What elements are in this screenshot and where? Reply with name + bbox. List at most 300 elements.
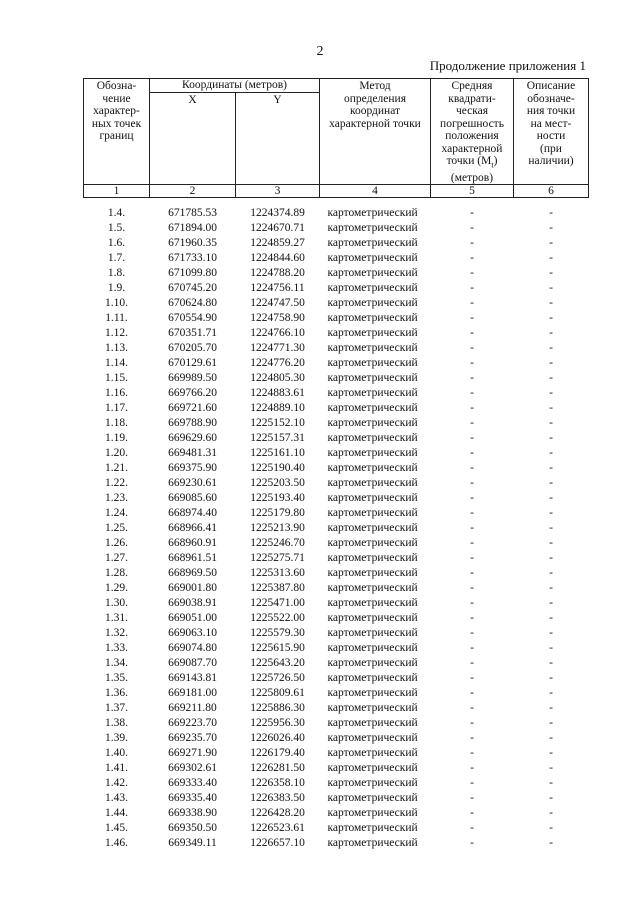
cell-point: 1.44. bbox=[105, 807, 128, 820]
cell-x: 671785.53 bbox=[168, 207, 217, 220]
table-row bbox=[84, 761, 589, 776]
cell-method: картометрический bbox=[327, 522, 418, 535]
cell-error: - bbox=[470, 207, 474, 220]
cell-point: 1.4. bbox=[107, 207, 126, 220]
cell-y: 1225956.30 bbox=[250, 717, 305, 730]
cell-point: 1.28. bbox=[105, 567, 128, 580]
cell-x: 670129.61 bbox=[168, 357, 217, 370]
cell-x: 669063.10 bbox=[168, 627, 217, 640]
cell-method: картометрический bbox=[327, 222, 418, 235]
cell-point: 1.46. bbox=[105, 837, 128, 850]
table-row bbox=[84, 401, 589, 416]
table-row bbox=[84, 731, 589, 746]
cell-point: 1.16. bbox=[105, 387, 128, 400]
cell-x: 669338.90 bbox=[168, 807, 217, 820]
cell-x: 669223.70 bbox=[168, 717, 217, 730]
cell-y: 1225615.90 bbox=[250, 642, 305, 655]
cell-desc: - bbox=[549, 567, 553, 580]
cell-x: 670745.20 bbox=[168, 282, 217, 295]
cell-point: 1.10. bbox=[105, 297, 128, 310]
cell-error: - bbox=[470, 492, 474, 505]
cell-desc: - bbox=[549, 702, 553, 715]
cell-y: 1225471.00 bbox=[250, 597, 305, 610]
cell-method: картометрический bbox=[327, 612, 418, 625]
cell-desc: - bbox=[549, 777, 553, 790]
cell-y: 1224889.10 bbox=[250, 402, 305, 415]
cell-point: 1.35. bbox=[105, 672, 128, 685]
cell-method: картометрический bbox=[327, 387, 418, 400]
cell-desc: - bbox=[549, 672, 553, 685]
page-number: 2 bbox=[316, 44, 324, 59]
table-row bbox=[84, 506, 589, 521]
cell-error: - bbox=[470, 462, 474, 475]
cell-desc: - bbox=[549, 792, 553, 805]
cell-x: 669629.60 bbox=[168, 432, 217, 445]
cell-point: 1.29. bbox=[105, 582, 128, 595]
cell-method: картометрический bbox=[327, 327, 418, 340]
cell-method: картометрический bbox=[327, 567, 418, 580]
cell-y: 1224756.11 bbox=[250, 282, 305, 295]
cell-point: 1.41. bbox=[105, 762, 128, 775]
cell-error: - bbox=[470, 327, 474, 340]
cell-y: 1226026.40 bbox=[250, 732, 305, 745]
cell-x: 671099.80 bbox=[168, 267, 217, 280]
cell-x: 668961.51 bbox=[168, 552, 217, 565]
cell-x: 669087.70 bbox=[168, 657, 217, 670]
cell-desc: - bbox=[549, 657, 553, 670]
cell-desc: - bbox=[549, 477, 553, 490]
cell-x: 669085.60 bbox=[168, 492, 217, 505]
cell-point: 1.30. bbox=[105, 597, 128, 610]
table-row bbox=[84, 431, 589, 446]
cell-error: - bbox=[470, 597, 474, 610]
table-row bbox=[84, 341, 589, 356]
cell-error: - bbox=[470, 702, 474, 715]
cell-desc: - bbox=[549, 222, 553, 235]
cell-y: 1226281.50 bbox=[250, 762, 305, 775]
cell-method: картометрический bbox=[327, 252, 418, 265]
cell-error: - bbox=[470, 672, 474, 685]
cell-x: 669335.40 bbox=[168, 792, 217, 805]
cell-y: 1224771.30 bbox=[250, 342, 305, 355]
cell-y: 1225886.30 bbox=[250, 702, 305, 715]
cell-y: 1224758.90 bbox=[250, 312, 305, 325]
cell-point: 1.12. bbox=[105, 327, 128, 340]
table-row bbox=[84, 536, 589, 551]
cell-desc: - bbox=[549, 387, 553, 400]
table-row bbox=[84, 371, 589, 386]
table-row bbox=[84, 551, 589, 566]
cell-point: 1.19. bbox=[105, 432, 128, 445]
cell-method: картометрический bbox=[327, 837, 418, 850]
cell-method: картометрический bbox=[327, 342, 418, 355]
cell-method: картометрический bbox=[327, 657, 418, 670]
cell-y: 1226383.50 bbox=[250, 792, 305, 805]
cell-desc: - bbox=[549, 642, 553, 655]
cell-desc: - bbox=[549, 582, 553, 595]
cell-error: - bbox=[470, 822, 474, 835]
cell-desc: - bbox=[549, 342, 553, 355]
cell-x: 669001.80 bbox=[168, 582, 217, 595]
cell-desc: - bbox=[549, 432, 553, 445]
cell-x: 669143.81 bbox=[168, 672, 217, 685]
cell-error: - bbox=[470, 267, 474, 280]
cell-method: картометрический bbox=[327, 312, 418, 325]
cell-y: 1225726.50 bbox=[250, 672, 305, 685]
cell-error: - bbox=[470, 657, 474, 670]
cell-error: - bbox=[470, 477, 474, 490]
cell-method: картометрический bbox=[327, 687, 418, 700]
cell-error: - bbox=[470, 372, 474, 385]
cell-x: 669788.90 bbox=[168, 417, 217, 430]
cell-method: картометрический bbox=[327, 747, 418, 760]
table-row bbox=[84, 491, 589, 506]
cell-x: 669333.40 bbox=[168, 777, 217, 790]
table-row bbox=[84, 746, 589, 761]
cell-desc: - bbox=[549, 507, 553, 520]
cell-method: картометрический bbox=[327, 537, 418, 550]
cell-method: картометрический bbox=[327, 507, 418, 520]
cell-point: 1.11. bbox=[105, 312, 128, 325]
table-row bbox=[84, 326, 589, 341]
cell-method: картометрический bbox=[327, 702, 418, 715]
table-row bbox=[84, 776, 589, 791]
cell-x: 669235.70 bbox=[168, 732, 217, 745]
cell-y: 1224883.61 bbox=[250, 387, 305, 400]
cell-error: - bbox=[470, 342, 474, 355]
cell-method: картометрический bbox=[327, 432, 418, 445]
cell-y: 1226179.40 bbox=[250, 747, 305, 760]
cell-point: 1.40. bbox=[105, 747, 128, 760]
cell-desc: - bbox=[549, 207, 553, 220]
cell-desc: - bbox=[549, 597, 553, 610]
cell-y: 1224859.27 bbox=[250, 237, 305, 250]
cell-point: 1.32. bbox=[105, 627, 128, 640]
table-row bbox=[84, 446, 589, 461]
cell-error: - bbox=[470, 582, 474, 595]
cell-error: - bbox=[470, 312, 474, 325]
cell-y: 1225522.00 bbox=[250, 612, 305, 625]
cell-x: 669375.90 bbox=[168, 462, 217, 475]
cell-x: 669074.80 bbox=[168, 642, 217, 655]
cell-error: - bbox=[470, 537, 474, 550]
cell-y: 1225809.61 bbox=[250, 687, 305, 700]
cell-method: картометрический bbox=[327, 402, 418, 415]
cell-error: - bbox=[470, 402, 474, 415]
table-row bbox=[84, 356, 589, 371]
cell-desc: - bbox=[549, 267, 553, 280]
cell-y: 1225313.60 bbox=[250, 567, 305, 580]
cell-y: 1225152.10 bbox=[250, 417, 305, 430]
cell-y: 1225193.40 bbox=[250, 492, 305, 505]
cell-desc: - bbox=[549, 327, 553, 340]
cell-method: картометрический bbox=[327, 372, 418, 385]
cell-method: картометрический bbox=[327, 462, 418, 475]
cell-point: 1.24. bbox=[105, 507, 128, 520]
cell-desc: - bbox=[549, 747, 553, 760]
cell-point: 1.26. bbox=[105, 537, 128, 550]
table-row bbox=[84, 221, 589, 236]
cell-desc: - bbox=[549, 252, 553, 265]
cell-point: 1.6. bbox=[107, 237, 126, 250]
cell-method: картометрический bbox=[327, 672, 418, 685]
cell-method: картометрический bbox=[327, 732, 418, 745]
cell-error: - bbox=[470, 687, 474, 700]
cell-error: - bbox=[470, 417, 474, 430]
cell-y: 1225246.70 bbox=[250, 537, 305, 550]
table-row bbox=[84, 296, 589, 311]
table-row bbox=[84, 566, 589, 581]
cell-error: - bbox=[470, 642, 474, 655]
cell-error: - bbox=[470, 552, 474, 565]
table-row bbox=[84, 581, 589, 596]
header-num-3: 3 bbox=[236, 185, 320, 198]
table-row bbox=[84, 461, 589, 476]
cell-x: 669051.00 bbox=[168, 612, 217, 625]
cell-x: 669230.61 bbox=[168, 477, 217, 490]
cell-y: 1225643.20 bbox=[250, 657, 305, 670]
table-row bbox=[84, 611, 589, 626]
cell-y: 1225203.50 bbox=[250, 477, 305, 490]
cell-point: 1.9. bbox=[107, 282, 126, 295]
cell-y: 1226358.10 bbox=[250, 777, 305, 790]
cell-point: 1.21. bbox=[105, 462, 128, 475]
cell-method: картометрический bbox=[327, 552, 418, 565]
table-body bbox=[84, 198, 589, 852]
header-coords: Координаты (метров) bbox=[150, 79, 320, 94]
cell-y: 1224844.60 bbox=[250, 252, 305, 265]
cell-desc: - bbox=[549, 297, 553, 310]
cell-y: 1226657.10 bbox=[250, 837, 305, 850]
cell-error: - bbox=[470, 762, 474, 775]
cell-error: - bbox=[470, 732, 474, 745]
table-row bbox=[84, 251, 589, 266]
cell-x: 669766.20 bbox=[168, 387, 217, 400]
table-row bbox=[84, 821, 589, 836]
cell-point: 1.17. bbox=[105, 402, 128, 415]
cell-error: - bbox=[470, 567, 474, 580]
cell-point: 1.25. bbox=[105, 522, 128, 535]
cell-desc: - bbox=[549, 417, 553, 430]
cell-error: - bbox=[470, 252, 474, 265]
cell-method: картометрический bbox=[327, 597, 418, 610]
cell-x: 669350.50 bbox=[168, 822, 217, 835]
cell-method: картометрический bbox=[327, 822, 418, 835]
cell-x: 671894.00 bbox=[168, 222, 217, 235]
coordinates-table bbox=[83, 78, 589, 851]
cell-y: 1224670.71 bbox=[250, 222, 305, 235]
cell-error: - bbox=[470, 282, 474, 295]
cell-x: 668960.91 bbox=[168, 537, 217, 550]
cell-y: 1225275.71 bbox=[250, 552, 305, 565]
cell-y: 1224805.30 bbox=[250, 372, 305, 385]
cell-y: 1225579.30 bbox=[250, 627, 305, 640]
header-num-4: 4 bbox=[320, 185, 431, 198]
cell-error: - bbox=[470, 237, 474, 250]
cell-desc: - bbox=[549, 492, 553, 505]
cell-x: 670205.70 bbox=[168, 342, 217, 355]
cell-x: 669481.31 bbox=[168, 447, 217, 460]
cell-point: 1.38. bbox=[105, 717, 128, 730]
cell-method: картометрический bbox=[327, 447, 418, 460]
cell-method: картометрический bbox=[327, 237, 418, 250]
cell-desc: - bbox=[549, 687, 553, 700]
cell-point: 1.31. bbox=[105, 612, 128, 625]
cell-method: картометрический bbox=[327, 762, 418, 775]
header-description: Описание обозначе- ния точки на мест- ности (при наличии) bbox=[514, 79, 589, 185]
cell-x: 670554.90 bbox=[168, 312, 217, 325]
cell-point: 1.34. bbox=[105, 657, 128, 670]
cell-x: 669211.80 bbox=[168, 702, 217, 715]
table-row bbox=[84, 206, 589, 221]
table-row bbox=[84, 791, 589, 806]
table-row bbox=[84, 671, 589, 686]
header-num-6: 6 bbox=[514, 185, 589, 198]
cell-desc: - bbox=[549, 612, 553, 625]
cell-desc: - bbox=[549, 357, 553, 370]
table-row bbox=[84, 716, 589, 731]
cell-method: картометрический bbox=[327, 417, 418, 430]
cell-desc: - bbox=[549, 732, 553, 745]
cell-point: 1.42. bbox=[105, 777, 128, 790]
header-error: Средняя квадрати- ческая погрешность положения характерной точки $(M_t)$ (метров) bbox=[431, 79, 514, 185]
cell-y: 1225161.10 bbox=[250, 447, 305, 460]
cell-point: 1.18. bbox=[105, 417, 128, 430]
cell-point: 1.15. bbox=[105, 372, 128, 385]
cell-y: 1224776.20 bbox=[250, 357, 305, 370]
cell-y: 1226523.61 bbox=[250, 822, 305, 835]
cell-desc: - bbox=[549, 627, 553, 640]
cell-point: 1.20. bbox=[105, 447, 128, 460]
cell-method: картометрический bbox=[327, 282, 418, 295]
cell-method: картометрический bbox=[327, 582, 418, 595]
cell-method: картометрический bbox=[327, 477, 418, 490]
cell-point: 1.23. bbox=[105, 492, 128, 505]
cell-error: - bbox=[470, 807, 474, 820]
cell-x: 671733.10 bbox=[168, 252, 217, 265]
cell-desc: - bbox=[549, 462, 553, 475]
cell-desc: - bbox=[549, 717, 553, 730]
cell-point: 1.5. bbox=[107, 222, 126, 235]
cell-method: картометрический bbox=[327, 267, 418, 280]
cell-point: 1.39. bbox=[105, 732, 128, 745]
cell-x: 668966.41 bbox=[168, 522, 217, 535]
cell-y: 1225387.80 bbox=[250, 582, 305, 595]
cell-desc: - bbox=[549, 312, 553, 325]
table-row bbox=[84, 701, 589, 716]
table-row bbox=[84, 836, 589, 851]
table-row bbox=[84, 656, 589, 671]
table-row bbox=[84, 281, 589, 296]
table-row bbox=[84, 686, 589, 701]
continuation-caption: Продолжение приложения 1 bbox=[429, 58, 586, 73]
cell-point: 1.36. bbox=[105, 687, 128, 700]
cell-method: картометрический bbox=[327, 207, 418, 220]
cell-x: 670624.80 bbox=[168, 297, 217, 310]
cell-point: 1.33. bbox=[105, 642, 128, 655]
cell-x: 669302.61 bbox=[168, 762, 217, 775]
cell-error: - bbox=[470, 612, 474, 625]
cell-error: - bbox=[470, 522, 474, 535]
cell-point: 1.27. bbox=[105, 552, 128, 565]
table-row bbox=[84, 416, 589, 431]
cell-error: - bbox=[470, 432, 474, 445]
table-row bbox=[84, 266, 589, 281]
cell-method: картометрический bbox=[327, 777, 418, 790]
cell-point: 1.8. bbox=[107, 267, 126, 280]
cell-error: - bbox=[470, 297, 474, 310]
table-row bbox=[84, 521, 589, 536]
cell-y: 1224788.20 bbox=[250, 267, 305, 280]
cell-desc: - bbox=[549, 372, 553, 385]
cell-point: 1.43. bbox=[105, 792, 128, 805]
cell-error: - bbox=[470, 777, 474, 790]
cell-x: 668969.50 bbox=[168, 567, 217, 580]
cell-desc: - bbox=[549, 537, 553, 550]
cell-y: 1225213.90 bbox=[250, 522, 305, 535]
cell-point: 1.14. bbox=[105, 357, 128, 370]
cell-x: 669349.11 bbox=[168, 837, 217, 850]
header-num-5: 5 bbox=[431, 185, 514, 198]
cell-error: - bbox=[470, 507, 474, 520]
header-y: Y bbox=[236, 93, 320, 185]
table-row bbox=[84, 641, 589, 656]
cell-error: - bbox=[470, 447, 474, 460]
table-row bbox=[84, 476, 589, 491]
cell-desc: - bbox=[549, 822, 553, 835]
cell-error: - bbox=[470, 837, 474, 850]
header-point: Обозна- чение характер- ных точек границ bbox=[84, 79, 150, 185]
cell-x: 669989.50 bbox=[168, 372, 217, 385]
cell-desc: - bbox=[549, 552, 553, 565]
cell-y: 1226428.20 bbox=[250, 807, 305, 820]
cell-error: - bbox=[470, 792, 474, 805]
cell-x: 669038.91 bbox=[168, 597, 217, 610]
cell-point: 1.13. bbox=[105, 342, 128, 355]
cell-error: - bbox=[470, 222, 474, 235]
cell-desc: - bbox=[549, 402, 553, 415]
header-num-2: 2 bbox=[150, 185, 236, 198]
cell-x: 671960.35 bbox=[168, 237, 217, 250]
cell-point: 1.45. bbox=[105, 822, 128, 835]
cell-point: 1.37. bbox=[105, 702, 128, 715]
table-row bbox=[84, 626, 589, 641]
cell-point: 1.22. bbox=[105, 477, 128, 490]
table-row bbox=[84, 311, 589, 326]
cell-desc: - bbox=[549, 522, 553, 535]
cell-error: - bbox=[470, 627, 474, 640]
cell-y: 1225157.31 bbox=[250, 432, 305, 445]
cell-y: 1224766.10 bbox=[250, 327, 305, 340]
cell-x: 670351.71 bbox=[168, 327, 217, 340]
cell-x: 668974.40 bbox=[168, 507, 217, 520]
cell-method: картометрический bbox=[327, 807, 418, 820]
cell-y: 1225190.40 bbox=[250, 462, 305, 475]
cell-error: - bbox=[470, 387, 474, 400]
cell-y: 1224374.89 bbox=[250, 207, 305, 220]
cell-method: картометрический bbox=[327, 357, 418, 370]
cell-desc: - bbox=[549, 447, 553, 460]
cell-y: 1225179.80 bbox=[250, 507, 305, 520]
cell-desc: - bbox=[549, 837, 553, 850]
cell-y: 1224747.50 bbox=[250, 297, 305, 310]
cell-desc: - bbox=[549, 282, 553, 295]
cell-point: 1.7. bbox=[107, 252, 126, 265]
table-row bbox=[84, 386, 589, 401]
cell-error: - bbox=[470, 747, 474, 760]
cell-error: - bbox=[470, 357, 474, 370]
cell-x: 669721.60 bbox=[168, 402, 217, 415]
